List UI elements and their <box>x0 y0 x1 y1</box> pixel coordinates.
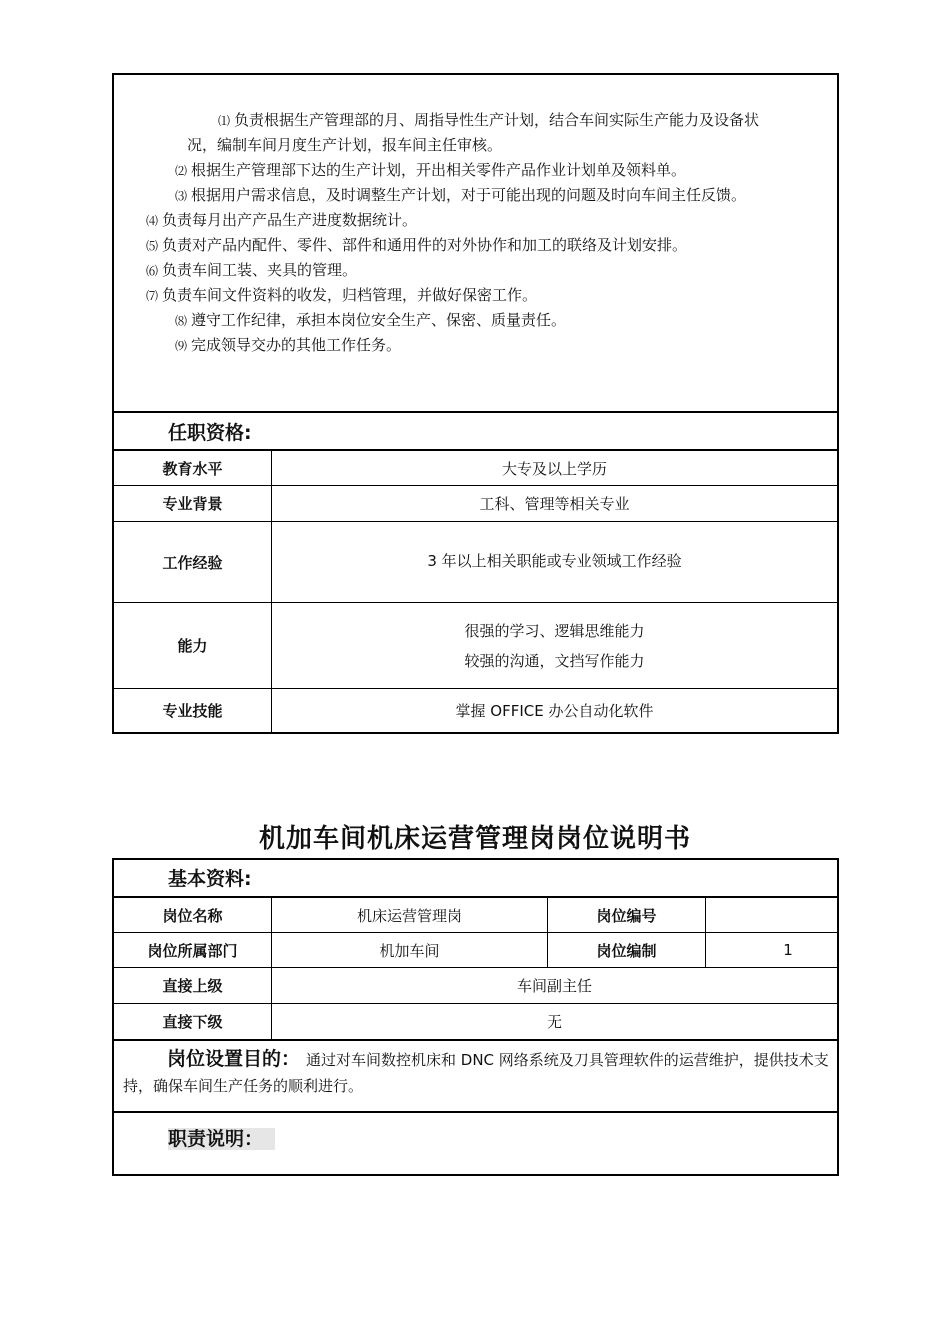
document-title: 机加车间机床运营管理岗岗位说明书 <box>258 824 691 854</box>
ability-line: 很强的学习、逻辑思维能力 <box>464 621 645 640</box>
superior-label: 直接上级 <box>162 977 223 995</box>
duty-item: ⑻ 遵守工作纪律，承担本岗位安全生产、保密、质量责任。 <box>175 311 567 329</box>
duty-item: ⑵ 根据生产管理部下达的生产计划，开出相关零件产品作业计划单及领料单。 <box>175 161 687 179</box>
position-name-label: 岗位名称 <box>162 906 223 925</box>
skills-value: 掌握 OFFICE 办公自动化软件 <box>455 702 654 720</box>
divider <box>112 411 839 413</box>
divider <box>112 1039 839 1041</box>
purpose-text: 通过对车间数控机床和 DNC 网络系统及刀具管理软件的运营维护，提供技术支持，确保车间生产任务的顺利进行。 <box>123 1051 829 1095</box>
divider <box>112 1111 839 1113</box>
duty-item: ⑸ 负责对产品内配件、零件、部件和通用件的对外协作和加工的联络及计划安排。 <box>146 236 688 254</box>
headcount-label: 岗位编制 <box>596 941 657 960</box>
department-label: 岗位所属部门 <box>147 941 238 960</box>
subordinate-value: 无 <box>546 1013 562 1031</box>
duty-item: 况，编制车间月度生产计划，报车间主任审核。 <box>187 136 503 154</box>
duties-title: 职责说明： <box>168 1124 275 1154</box>
duty-item: ⑴ 负责根据生产管理部的月、周指导性生产计划，结合车间实际生产能力及设备状 <box>218 111 760 129</box>
duty-item: ⑺ 负责车间文件资料的收发，归档管理，并做好保密工作。 <box>146 286 538 304</box>
experience-label: 工作经验 <box>162 553 223 572</box>
duty-item: ⑼ 完成领导交办的其他工作任务。 <box>175 336 402 354</box>
duty-item: ⑶ 根据用户需求信息，及时调整生产计划，对于可能出现的问题及时向车间主任反馈。 <box>175 186 747 204</box>
ability-value <box>272 603 837 688</box>
position-purpose <box>123 1046 833 1099</box>
education-value: 大专及以上学历 <box>501 459 607 478</box>
position-no-label: 岗位编号 <box>596 906 657 925</box>
duty-item: ⑷ 负责每月出产产品生产进度数据统计。 <box>146 211 418 229</box>
position-no-value <box>706 898 837 932</box>
headcount-value: 1 <box>783 941 793 959</box>
superior-value: 车间副主任 <box>516 977 592 995</box>
purpose-title: 岗位设置目的： <box>167 1048 301 1070</box>
background-value: 工科、管理等相关专业 <box>479 495 630 513</box>
position-name-value: 机床运营管理岗 <box>356 906 462 925</box>
background-label: 专业背景 <box>162 495 223 513</box>
duty-item: ⑹ 负责车间工装、夹具的管理。 <box>146 261 358 279</box>
department-value: 机加车间 <box>379 941 440 960</box>
qualifications-title: 任职资格: <box>168 422 252 444</box>
education-label: 教育水平 <box>162 459 223 478</box>
ability-line: 较强的沟通，文挡写作能力 <box>464 651 645 670</box>
ability-label: 能力 <box>177 637 208 655</box>
experience-value: 3 年以上相关职能或专业领域工作经验 <box>427 551 682 570</box>
skills-label: 专业技能 <box>162 702 223 720</box>
basic-info-title: 基本资料: <box>168 868 252 890</box>
subordinate-label: 直接下级 <box>162 1013 223 1031</box>
